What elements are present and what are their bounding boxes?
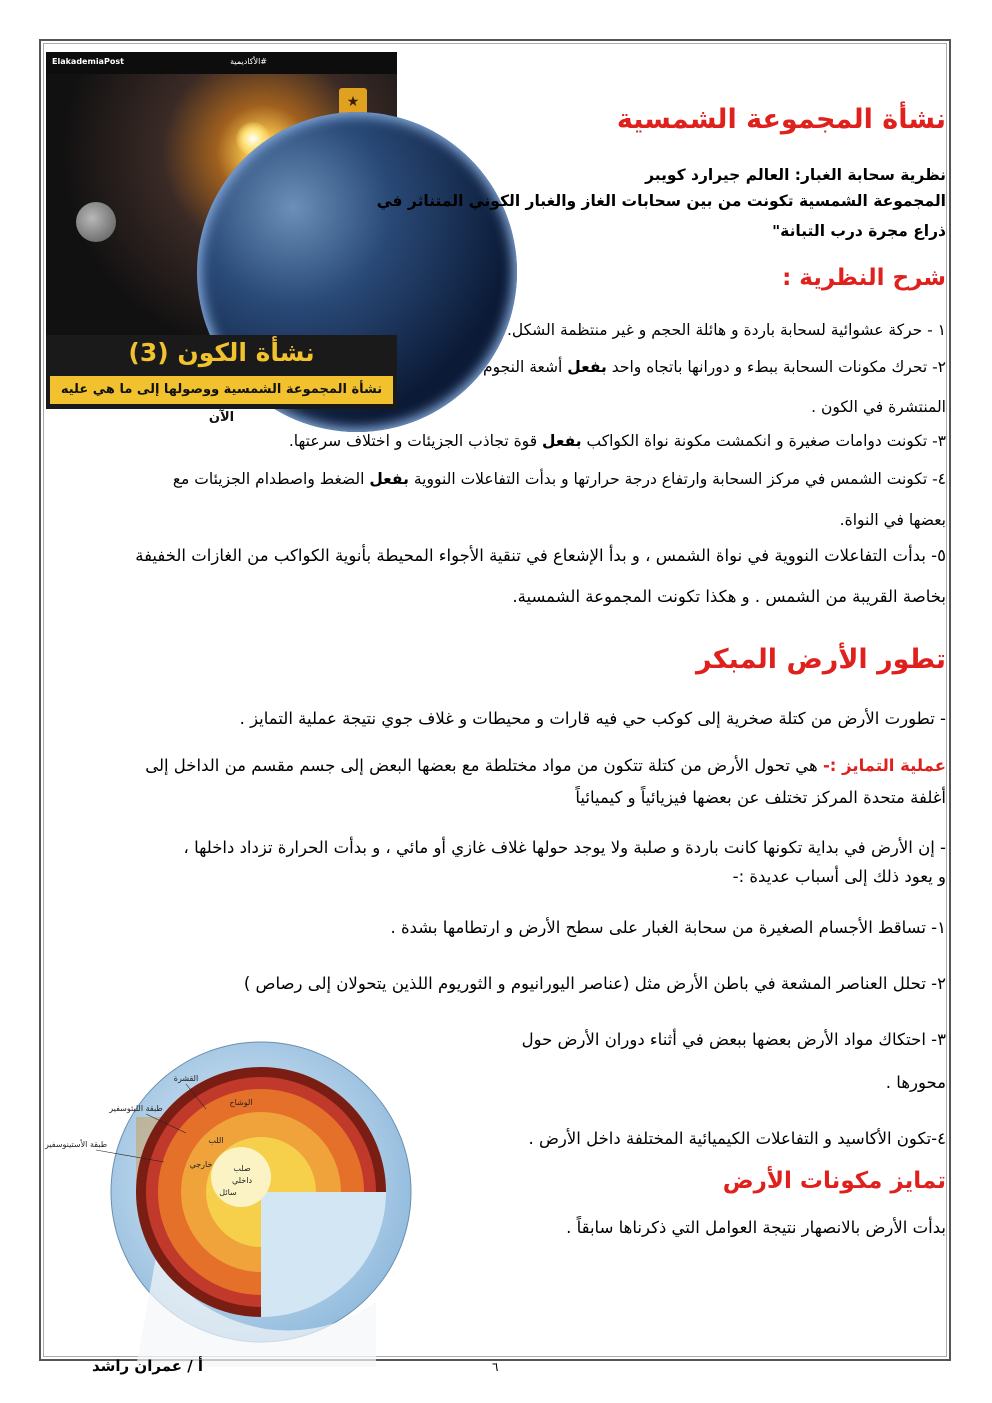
reason-3a: ٣- احتكاك مواد الأرض بعضها ببعض في أثناء دوران الأرض حول — [521, 1030, 946, 1049]
cover-subtitle: نشأة المجموعة الشمسية ووصولها إلى ما هي عليه الآن — [50, 376, 393, 404]
step-2a: ٢- تحرك مكونات السحابة ببطء و دورانها باتجاه واحد بفعل أشعة النجوم — [483, 358, 946, 376]
solar-system-cover-image — [46, 52, 397, 425]
explain-heading: شرح النظرية : — [782, 265, 946, 291]
evolution-line: - تطورت الأرض من كتلة صخرية إلى كوكب حي فيه قارات و محيطات و غلاف جوي نتيجة عملية التمايز . — [239, 709, 946, 728]
label-lithosphere: طبقة الليثوسفير — [109, 1104, 163, 1113]
step-4a: ٤- تكونت الشمس في مركز السحابة وارتفاع درجة حرارتها و بدأت التفاعلات النووية بفعل الضغط واصطدام الجزيئات مع — [172, 470, 946, 488]
melting-line: بدأت الأرض بالانصهار نتيجة العوامل التي ذكرناها سابقاً . — [566, 1218, 946, 1237]
cover-tag: #الأكاديمية — [230, 57, 267, 66]
step-3: ٣- تكونت دوامات صغيرة و انكمشت مكونة نواة الكواكب بفعل قوة تجاذب الجزيئات و اختلاف سرعتها. — [288, 432, 946, 450]
step-5b: بخاصة القريبة من الشمس . و هكذا تكونت المجموعة الشمسية. — [512, 587, 946, 606]
page-title: نشأة المجموعة الشمسية — [616, 104, 946, 135]
cover-brand: ElakademiaPost — [52, 57, 124, 66]
section-title-early-earth: تطور الأرض المبكر — [696, 644, 946, 675]
label-asthenosphere: طبقة الأستينوسفير — [44, 1140, 108, 1149]
label-liquid: سائل — [219, 1188, 237, 1197]
page-number: ٦ — [492, 1360, 499, 1374]
section-title-differentiation: تمايز مكونات الأرض — [722, 1168, 946, 1194]
label-inner: داخلي — [231, 1176, 253, 1185]
reason-1: ١- تساقط الأجسام الصغيرة من سحابة الغبار على سطح الأرض و ارتطامها بشدة . — [390, 918, 946, 937]
label-mantle: الوشاح — [229, 1098, 253, 1107]
cover-title: نشأة الكون (3) — [128, 338, 315, 367]
label-outer: خارجي — [189, 1160, 213, 1169]
early-earth-line-1: - إن الأرض في بداية تكونها كانت باردة و صلبة ولا يوجد حولها غلاف غازي أو مائي ، و بدأت الحرارة تزداد داخلها ، — [183, 838, 946, 857]
reason-4: ٤-تكون الأكاسيد و التفاعلات الكيميائية المختلفة داخل الأرض . — [528, 1129, 946, 1148]
label-core: اللب — [208, 1136, 224, 1145]
label-solid: صلب — [233, 1164, 251, 1173]
differentiation-line-1: عملية التمايز :- هي تحول الأرض من كتلة تتكون من مواد مختلطة مع بعضها البعض إلى جسم مقسم من الداخل إلى — [145, 756, 946, 775]
reason-3b: محورها . — [885, 1073, 946, 1092]
label-crust: القشرة — [173, 1074, 199, 1083]
moon-icon — [76, 202, 116, 242]
reason-2: ٢- تحلل العناصر المشعة في باطن الأرض مثل (عناصر اليورانيوم و الثوريوم اللذين يتحولان إلى رصاص ) — [243, 974, 946, 993]
step-5a: ٥- بدأت التفاعلات النووية في نواة الشمس ، و بدأ الإشعاع في تنقية الأجواء المحيطة بأنوية الكواكب من الغازات الخفيفة — [135, 546, 946, 565]
step-2b: المنتشرة في الكون . — [811, 398, 946, 416]
early-earth-line-2: و يعود ذلك إلى أسباب عديدة :- — [732, 867, 946, 886]
theory-desc-1: المجموعة الشمسية تكونت من بين سحابات الغاز والغبار الكوني المتناثر في — [376, 192, 946, 210]
differentiation-line-2: أغلفة متحدة المركز تختلف عن بعضها فيزيائياً و كيميائياً — [575, 788, 946, 807]
step-1: ١ - حركة عشوائية لسحابة باردة و هائلة الحجم و غير منتظمة الشكل. — [506, 321, 946, 339]
step-4b: بعضها في النواة. — [839, 511, 946, 529]
earth-layers-svg — [46, 1067, 397, 1352]
author-name: أ / عمران راشد — [92, 1357, 204, 1375]
theory-desc-2: ذراع مجرة درب التبانة" — [772, 222, 946, 240]
theory-line: نظرية سحابة الغبار: العالم جيرارد كويبر — [645, 166, 946, 184]
earth-layers-diagram — [46, 1067, 397, 1352]
academy-logo-icon: ★ — [339, 88, 367, 116]
